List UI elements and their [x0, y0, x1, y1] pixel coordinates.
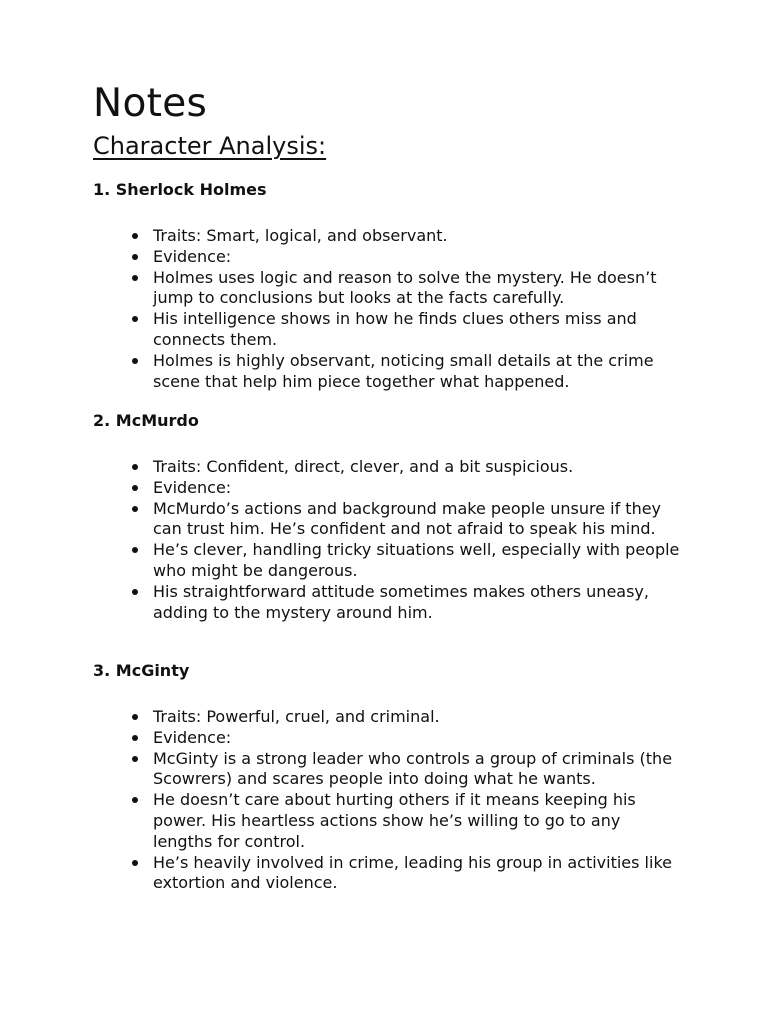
- section-heading: 1. Sherlock Holmes: [93, 180, 267, 199]
- list-item: [93, 247, 683, 268]
- list-item: [93, 540, 683, 582]
- list-item-text: Holmes uses logic and reason to solve the mystery. He doesn’t jump to conclusions but looks at the facts carefully.: [153, 267, 657, 308]
- bullet-icon: [132, 254, 138, 260]
- bullet-icon: [132, 275, 138, 281]
- bullet-icon: [132, 464, 138, 470]
- bullet-icon: [132, 506, 138, 512]
- list-item-text: Evidence:: [153, 477, 232, 497]
- bullet-icon: [132, 233, 138, 239]
- list-item-text: Traits: Confident, direct, clever, and a bit suspicious.: [153, 457, 574, 476]
- list-item-text: Traits: Smart, logical, and observant.: [153, 226, 448, 245]
- list-item-text: Holmes is highly observant, noticing small details at the crime scene that help him piece together what happened.: [153, 350, 654, 391]
- list-item-text: Evidence:: [153, 727, 232, 747]
- list-item: [93, 457, 683, 478]
- list-item-text: McGinty is a strong leader who controls a group of criminals (the Scowrers) and scares people into doing what he wants.: [153, 748, 673, 789]
- list-item-text: His intelligence shows in how he finds clues others miss and connects them.: [153, 309, 637, 349]
- page-title: Notes: [93, 81, 208, 126]
- section-mcginty: [93, 659, 693, 894]
- bullet-list: [93, 457, 693, 623]
- list-item: [93, 499, 683, 541]
- list-item-text: McMurdo’s actions and background make people unsure if they can trust him. He’s confident and not afraid to speak his mind.: [153, 498, 662, 539]
- bullet-icon: [132, 860, 138, 866]
- bullet-icon: [132, 485, 138, 491]
- list-item: [93, 226, 683, 247]
- bullet-icon: [132, 735, 138, 741]
- bullet-icon: [132, 589, 138, 595]
- list-item-text: He’s clever, handling tricky situations well, especially with people who might be dangerous.: [153, 540, 680, 580]
- list-item-text: Traits: Powerful, cruel, and criminal.: [153, 707, 440, 726]
- list-item-text: He doesn’t care about hurting others if it means keeping his power. His heartless actions show he’s willing to go to any lengths for control.: [153, 790, 636, 851]
- list-item: [93, 582, 683, 624]
- list-item: [93, 707, 683, 728]
- list-item: [93, 749, 683, 791]
- bullet-icon: [132, 547, 138, 553]
- list-item: [93, 728, 683, 749]
- bullet-list: [93, 226, 693, 392]
- bullet-icon: [132, 756, 138, 762]
- section-sherlock-holmes: [93, 178, 693, 392]
- page-subtitle: Character Analysis:: [93, 132, 327, 160]
- list-item: [93, 351, 683, 393]
- list-item: [93, 309, 683, 351]
- section-heading: 3. McGinty: [93, 661, 190, 680]
- list-item: [93, 790, 683, 852]
- bullet-icon: [132, 797, 138, 803]
- bullet-icon: [132, 358, 138, 364]
- list-item-text: He’s heavily involved in crime, leading his group in activities like extortion and violence.: [153, 852, 672, 893]
- bullet-icon: [132, 316, 138, 322]
- list-item: [93, 478, 683, 499]
- bullet-icon: [132, 714, 138, 720]
- list-item: [93, 853, 683, 895]
- section-mcmurdo: [93, 409, 693, 623]
- list-item-text: His straightforward attitude sometimes makes others uneasy, adding to the mystery around him.: [153, 581, 649, 622]
- bullet-list: [93, 707, 693, 894]
- list-item-text: Evidence:: [153, 246, 232, 266]
- section-heading: 2. McMurdo: [93, 411, 199, 430]
- list-item: [93, 268, 683, 310]
